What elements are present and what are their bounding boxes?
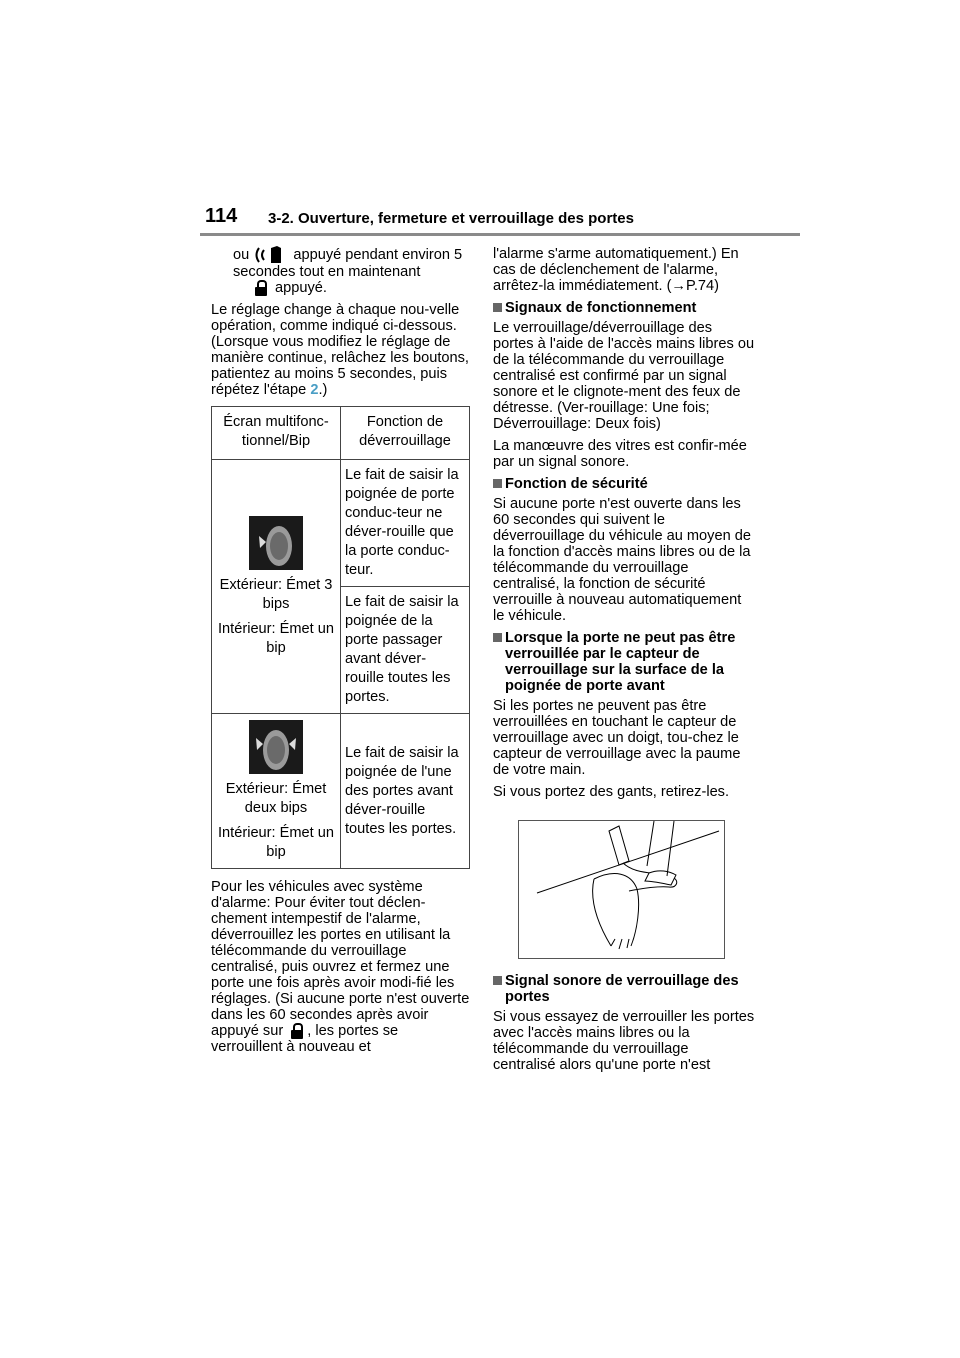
table-header-function: Fonction de déverrouillage [341,407,470,460]
car-door-open-icon [249,516,303,570]
settings-paragraph: Le réglage change à chaque nou-velle opération, comme indiqué ci-dessous. (Lorsque vous modifiez le réglage de manière continue, relâchez les boutons, patientez au moins 5 secondes, puis répétez l'étape 2.) [211,302,469,399]
table-cell-display: Extérieur: Émet deux bips Intérieur: Émet un bip [212,714,341,869]
subheading-lock-sensor: Lorsque la porte ne peut pas être verrouillée par le capteur de verrouillage sur la surface de la poignée de porte avant [493,630,755,694]
table-cell-function: Le fait de saisir la poignée de l'une des portes avant déver-rouille toutes les portes. [341,714,470,869]
table-row [212,460,470,587]
hand-door-handle-illustration [518,820,725,959]
lock-icon [255,280,267,296]
left-column [211,246,473,1061]
header-rule [200,233,800,236]
section-title: 3-2. Ouverture, fermeture et verrouillage des portes [268,210,634,227]
alarm-continued-paragraph: l'alarme s'arme automatiquement.) En cas de déclenchement de l'alarme, arrêtez-la immédiatement. (→P.74) [493,246,739,294]
table-header-display: Écran multifonc-tionnel/Bip [212,407,341,460]
subheading-operation-signals: Signaux de fonctionnement [493,300,755,316]
table-header-row [212,407,470,460]
table-row [212,714,470,869]
remote-signal-icon [253,246,289,264]
lock-icon [291,1023,303,1039]
step-number: 2 [310,382,319,399]
intro-paragraph [211,246,473,296]
subheading-lock-buzzer: Signal sonore de verrouillage des portes [493,973,755,1005]
table-cell-function: Le fait de saisir la poignée de la porte passager avant déver-rouille toutes les portes. [341,587,470,714]
page-header [200,204,800,236]
car-doors-open-icon [249,720,303,774]
alarm-paragraph: Pour les véhicules avec système d'alarme: Pour éviter tout déclen-chement intempestif de l'alarme, déverrouillez les portes en utilisant la télécommande du verrouillage centralisé, puis ouvrez et fermez une porte une fois après avoir modi-fié les réglages. (Si aucune porte n'est ouverte dans les 60 secondes après avoir appuyé sur , les portes se verrouillent à nouveau et [211,879,470,1056]
subheading-security-function: Fonction de sécurité [493,476,755,492]
unlock-settings-table [211,406,470,869]
intro-text-2: appuyé pendant environ 5 secondes tout en maintenant [233,246,463,280]
table-cell-function: Le fait de saisir la poignée de porte conduc-teur ne déver-rouille que la porte conduc-teur. [341,460,470,587]
table-cell-display: Extérieur: Émet 3 bips Intérieur: Émet un bip [212,460,341,714]
intro-text-3: appuyé. [275,280,327,296]
intro-text-1: ou [233,246,250,263]
right-column: l'alarme s'arme automatiquement.) En cas de déclenchement de l'alarme, arrêtez-la immédiatement. (→P.74) Signaux de fonctionnement Le verrouillage/déverrouillage des portes à l'aide de l'accès mains libres ou de la télécommande du verrouillage centralisé est confirmé par un signal sonore et le clignote-ment des feux de détresse. (Ver-rouillage: Une fois; Déverrouillage: Deux fois) La manœuvre des vitres est confir-mée par un signal sonore. Fonction de sécurité Si aucune porte n'est ouverte dans les 60 secondes qui suivent le déverrouillage du véhicule au moyen de la fonction d'accès mains libres ou de la télécommande du verrouillage centralisé, la fonction de sécurité verrouille à nouveau automatiquement le véhicule. Lorsque la porte ne peut pas être verrouillée par le capteur de verrouillage sur la surface de la poignée de porte avant Si les portes ne peuvent pas être verrouillées en touchant le capteur de verrouillage avec un doigt, tou-chez le capteur de verrouillage avec la paume de votre main. Si vous portez des gants, retirez-les. Signal sonore de verrouillage des portes Si vous essayez de verrouiller les portes avec l'accès mains libres ou la télécommande du verrouillage centralisé alors qu'une porte n'est [493,246,755,1073]
page-number: 114 [205,205,238,227]
